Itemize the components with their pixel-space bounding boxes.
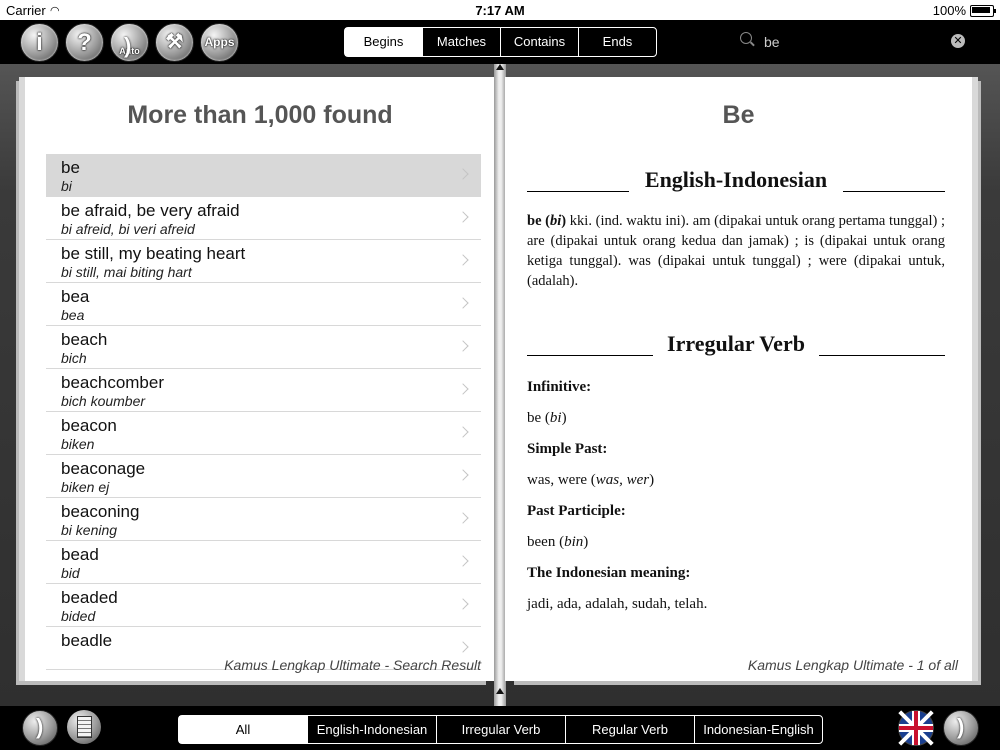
word: bead (61, 545, 99, 564)
definition-content (527, 167, 945, 613)
wrench-icon: ⚒ (165, 31, 184, 53)
section-heading-irregular-verb: Irregular Verb (527, 331, 945, 365)
definition-text: kki. (ind. waktu ini). am (dipakai untuk orang pertama tunggal) ; are (dipakai untuk orang kedua dan jamak) ; is (dipakai untuk orang ketiga tunggal). was (dipakai untuk tunggal) ; were (dipakai untuk, (adalah). (527, 213, 946, 289)
chevron-right-icon (457, 469, 468, 480)
speak-left-button[interactable] (22, 710, 58, 746)
uk-flag-icon[interactable] (898, 710, 934, 746)
word-list[interactable] (46, 154, 481, 650)
filter-english-indonesian[interactable]: English-Indonesian (307, 716, 436, 743)
search-mode-contains[interactable]: Contains (500, 28, 578, 56)
list-item[interactable] (46, 154, 481, 197)
filter-indonesian-english[interactable]: Indonesian-English (694, 716, 822, 743)
filter-all[interactable]: All (179, 716, 307, 743)
word: beachcomber (61, 373, 165, 392)
help-button[interactable] (65, 23, 104, 62)
indonesian-meaning-value: jadi, ada, adalah, sudah, telah. (527, 596, 708, 612)
top-toolbar (0, 20, 1000, 64)
search-bar (730, 28, 975, 54)
chevron-right-icon (457, 426, 468, 437)
chevron-right-icon (457, 598, 468, 609)
word: bea (61, 287, 90, 306)
infinitive-value: be (bi) (527, 410, 567, 426)
list-item[interactable] (46, 498, 481, 541)
document-button[interactable] (67, 710, 101, 744)
list-item[interactable] (46, 240, 481, 283)
section-heading-english-indonesian: English-Indonesian (527, 167, 945, 201)
pronunciation: bich koumber (61, 393, 146, 409)
list-item[interactable] (46, 455, 481, 498)
past-participle-value: been (bin) (527, 534, 589, 550)
pronunciation: biken (61, 436, 95, 452)
apps-label: Apps (204, 35, 235, 49)
pronunciation: bi kening (61, 522, 118, 538)
list-item[interactable] (46, 412, 481, 455)
pronunciation: bich (61, 350, 87, 366)
pronunciation: bided (61, 608, 96, 624)
right-page-footer: Kamus Lengkap Ultimate - 1 of all (747, 657, 958, 673)
search-mode-ends[interactable]: Ends (578, 28, 656, 56)
chevron-right-icon (457, 211, 468, 222)
carrier-label: Carrier (6, 3, 46, 18)
pronunciation: bi (61, 178, 72, 194)
simple-past-label: Simple Past: (527, 441, 608, 457)
apps-button[interactable] (200, 23, 239, 62)
battery-icon (970, 5, 994, 17)
word: beacon (61, 416, 117, 435)
search-icon (740, 32, 752, 44)
chevron-right-icon (457, 340, 468, 351)
chevron-right-icon (457, 297, 468, 308)
list-item[interactable] (46, 326, 481, 369)
word: be (61, 158, 80, 177)
status-bar (0, 0, 1000, 20)
word: beaded (61, 588, 118, 607)
pronunciation: bi still, mai biting hart (61, 264, 192, 280)
definition-pron: bi (550, 213, 562, 229)
list-item[interactable] (46, 584, 481, 627)
chevron-right-icon (457, 383, 468, 394)
clear-search-icon[interactable]: ✕ (951, 34, 965, 48)
definition-word: be (527, 213, 542, 229)
word: beach (61, 330, 108, 349)
battery-percent: 100% (932, 3, 966, 18)
clock: 7:17 AM (475, 3, 525, 18)
list-item[interactable] (46, 283, 481, 326)
bottom-toolbar (0, 706, 1000, 750)
info-icon: i (36, 29, 43, 56)
list-item[interactable] (46, 541, 481, 584)
entry-title: Be (722, 101, 755, 129)
simple-past-value: was, were (was, wer) (527, 472, 655, 488)
word: be still, my beating heart (61, 244, 246, 263)
pronunciation: bid (61, 565, 80, 581)
past-participle-label: Past Participle: (527, 503, 626, 519)
filter-irregular-verb[interactable]: Irregular Verb (436, 716, 565, 743)
chevron-right-icon (457, 168, 468, 179)
dictionary-filter-segmented-control (178, 715, 823, 744)
definition-paragraph: be (bi) kki. (ind. waktu ini). am (dipakai untuk orang pertama tunggal) ; are (dipakai untuk orang kedua dan jamak) ; is (dipakai untuk orang ketiga tunggal). was (dipakai untuk tunggal) ; were (dipakai untuk, (adalah). (527, 213, 946, 289)
definition-page (505, 77, 972, 681)
search-mode-matches[interactable]: Matches (422, 28, 500, 56)
wifi-icon: ◠ (50, 5, 60, 17)
word: beaconage (61, 459, 146, 478)
list-item[interactable] (46, 197, 481, 240)
search-mode-segmented-control (344, 27, 657, 57)
result-count-title: More than 1,000 found (127, 101, 393, 129)
filter-regular-verb[interactable]: Regular Verb (565, 716, 694, 743)
infinitive-label: Infinitive: (527, 379, 592, 395)
word: beaconing (61, 502, 140, 521)
speak-right-button[interactable] (943, 710, 979, 746)
chevron-right-icon (457, 641, 468, 652)
pronunciation: biken ej (61, 479, 110, 495)
search-mode-begins[interactable]: Begins (345, 28, 422, 56)
chevron-right-icon (457, 555, 468, 566)
settings-button[interactable] (155, 23, 194, 62)
help-icon: ? (77, 29, 92, 56)
info-button[interactable] (20, 23, 59, 62)
pronunciation: bi afreid, bi veri afreid (61, 221, 195, 237)
list-item[interactable] (46, 369, 481, 412)
chevron-right-icon (457, 512, 468, 523)
auto-label: Auto (119, 46, 140, 56)
search-result-page (25, 77, 495, 681)
left-page-footer: Kamus Lengkap Ultimate - Search Result (224, 657, 481, 673)
book-area (0, 64, 1000, 706)
search-input[interactable] (762, 31, 936, 53)
pronunciation: bea (61, 307, 85, 323)
auto-speak-button[interactable] (110, 23, 149, 62)
chevron-right-icon (457, 254, 468, 265)
word: beadle (61, 631, 113, 650)
word: be afraid, be very afraid (61, 201, 240, 220)
indonesian-meaning-label: The Indonesian meaning: (527, 565, 691, 581)
